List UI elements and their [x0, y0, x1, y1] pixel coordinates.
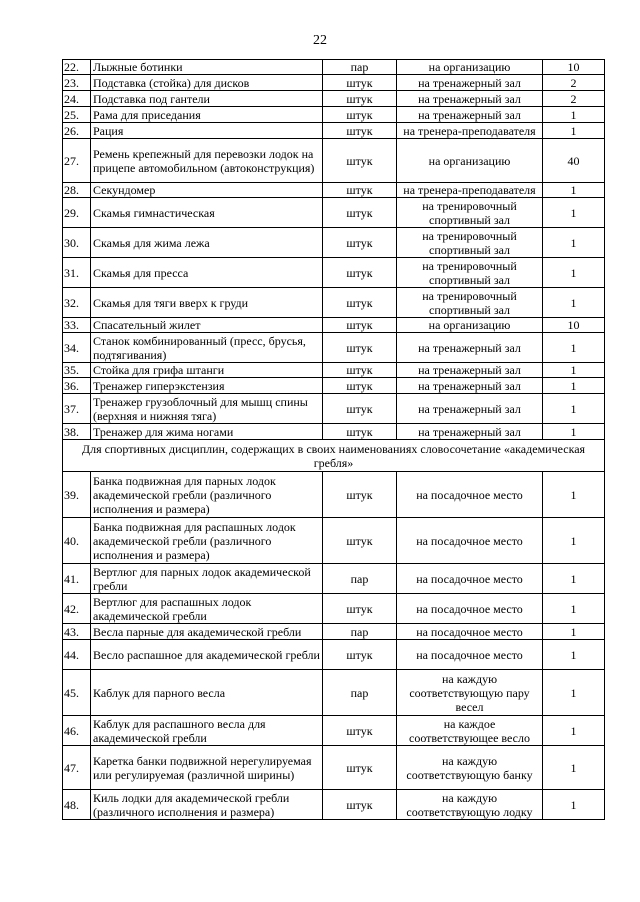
item-unit: штук: [323, 594, 397, 624]
item-quantity: 1: [543, 378, 605, 394]
item-calculation-unit: на посадочное место: [397, 624, 543, 640]
item-calculation-unit: на каждую соответствующую банку: [397, 746, 543, 790]
item-quantity: 1: [543, 790, 605, 820]
item-number: 30.: [63, 228, 91, 258]
item-calculation-unit: на тренировочный спортивный зал: [397, 258, 543, 288]
item-name: Тренажер для жима ногами: [91, 424, 323, 440]
item-quantity: 1: [543, 363, 605, 378]
item-quantity: 10: [543, 318, 605, 333]
item-calculation-unit: на тренажерный зал: [397, 333, 543, 363]
item-name: Весло распашное для академической гребли: [91, 640, 323, 670]
table-row: [63, 107, 605, 123]
item-number: 40.: [63, 518, 91, 564]
table-row: [63, 139, 605, 183]
table-row: [63, 318, 605, 333]
item-unit: пар: [323, 624, 397, 640]
item-name: Каретка банки подвижной нерегулируемая или регулируемая (различной ширины): [91, 746, 323, 790]
item-unit: пар: [323, 564, 397, 594]
item-calculation-unit: на каждое соответствующее весло: [397, 716, 543, 746]
table-row: [63, 564, 605, 594]
item-name: Подставка под гантели: [91, 91, 323, 107]
item-name: Тренажер грузоблочный для мышц спины (верхняя и нижняя тяга): [91, 394, 323, 424]
item-calculation-unit: на тренера-преподавателя: [397, 183, 543, 198]
item-number: 32.: [63, 288, 91, 318]
table-row: [63, 640, 605, 670]
item-unit: штук: [323, 640, 397, 670]
item-calculation-unit: на посадочное место: [397, 472, 543, 518]
table-row: [63, 363, 605, 378]
table-row: [63, 424, 605, 440]
item-name: Тренажер гиперэкстензия: [91, 378, 323, 394]
item-name: Секундомер: [91, 183, 323, 198]
item-unit: штук: [323, 518, 397, 564]
table-row: [63, 394, 605, 424]
table-row: [63, 288, 605, 318]
item-name: Вертлюг для парных лодок академической гребли: [91, 564, 323, 594]
item-name: Подставка (стойка) для дисков: [91, 75, 323, 91]
item-unit: пар: [323, 670, 397, 716]
item-quantity: 1: [543, 198, 605, 228]
table-row: [63, 594, 605, 624]
item-number: 26.: [63, 123, 91, 139]
item-unit: пар: [323, 60, 397, 75]
item-quantity: 1: [543, 228, 605, 258]
item-number: 48.: [63, 790, 91, 820]
item-number: 46.: [63, 716, 91, 746]
item-calculation-unit: на тренировочный спортивный зал: [397, 198, 543, 228]
item-name: Ремень крепежный для перевозки лодок на прицепе автомобильном (автоконструкция): [91, 139, 323, 183]
item-number: 24.: [63, 91, 91, 107]
item-unit: штук: [323, 107, 397, 123]
item-unit: штук: [323, 258, 397, 288]
item-calculation-unit: на тренажерный зал: [397, 363, 543, 378]
item-unit: штук: [323, 183, 397, 198]
item-quantity: 1: [543, 258, 605, 288]
item-unit: штук: [323, 228, 397, 258]
item-unit: штук: [323, 91, 397, 107]
page-number: 22: [313, 33, 327, 48]
item-calculation-unit: на каждую соответствующую пару весел: [397, 670, 543, 716]
equipment-table: [62, 59, 605, 820]
item-quantity: 40: [543, 139, 605, 183]
item-calculation-unit: на посадочное место: [397, 564, 543, 594]
table-row: [63, 472, 605, 518]
item-unit: штук: [323, 424, 397, 440]
table-row: [63, 790, 605, 820]
item-number: 27.: [63, 139, 91, 183]
item-name: Весла парные для академической гребли: [91, 624, 323, 640]
table-row: [63, 670, 605, 716]
table-row: [63, 123, 605, 139]
item-name: Рация: [91, 123, 323, 139]
item-name: Скамья для тяги вверх к груди: [91, 288, 323, 318]
item-number: 37.: [63, 394, 91, 424]
item-calculation-unit: на посадочное место: [397, 640, 543, 670]
table-row: [63, 183, 605, 198]
item-calculation-unit: на тренажерный зал: [397, 107, 543, 123]
item-name: Вертлюг для распашных лодок академической гребли: [91, 594, 323, 624]
table-row: [63, 198, 605, 228]
item-unit: штук: [323, 363, 397, 378]
item-name: Каблук для распашного весла для академической гребли: [91, 716, 323, 746]
table-row: [63, 258, 605, 288]
table-row: [63, 91, 605, 107]
table-row: [63, 746, 605, 790]
item-unit: штук: [323, 318, 397, 333]
item-quantity: 1: [543, 624, 605, 640]
item-number: 22.: [63, 60, 91, 75]
section-row: [63, 440, 605, 472]
table-row: [63, 518, 605, 564]
item-unit: штук: [323, 790, 397, 820]
item-number: 31.: [63, 258, 91, 288]
item-calculation-unit: на тренажерный зал: [397, 378, 543, 394]
item-calculation-unit: на посадочное место: [397, 594, 543, 624]
item-name: Банка подвижная для распашных лодок академической гребли (различного исполнения и размера): [91, 518, 323, 564]
item-unit: штук: [323, 198, 397, 228]
item-number: 36.: [63, 378, 91, 394]
item-name: Спасательный жилет: [91, 318, 323, 333]
item-unit: штук: [323, 746, 397, 790]
item-quantity: 1: [543, 472, 605, 518]
item-calculation-unit: на тренировочный спортивный зал: [397, 288, 543, 318]
item-name: Скамья для пресса: [91, 258, 323, 288]
item-number: 38.: [63, 424, 91, 440]
item-name: Скамья гимнастическая: [91, 198, 323, 228]
item-number: 25.: [63, 107, 91, 123]
item-calculation-unit: на организацию: [397, 60, 543, 75]
item-calculation-unit: на тренера-преподавателя: [397, 123, 543, 139]
item-number: 33.: [63, 318, 91, 333]
item-calculation-unit: на каждую соответствующую лодку: [397, 790, 543, 820]
item-quantity: 1: [543, 288, 605, 318]
item-unit: штук: [323, 716, 397, 746]
item-quantity: 1: [543, 564, 605, 594]
item-number: 42.: [63, 594, 91, 624]
item-quantity: 2: [543, 75, 605, 91]
item-quantity: 1: [543, 746, 605, 790]
item-calculation-unit: на тренажерный зал: [397, 424, 543, 440]
item-unit: штук: [323, 288, 397, 318]
item-name: Рама для приседания: [91, 107, 323, 123]
item-quantity: 1: [543, 594, 605, 624]
item-number: 44.: [63, 640, 91, 670]
item-name: Каблук для парного весла: [91, 670, 323, 716]
item-number: 35.: [63, 363, 91, 378]
item-quantity: 2: [543, 91, 605, 107]
item-quantity: 1: [543, 670, 605, 716]
item-calculation-unit: на тренажерный зал: [397, 394, 543, 424]
item-name: Стойка для грифа штанги: [91, 363, 323, 378]
item-quantity: 1: [543, 716, 605, 746]
item-calculation-unit: на тренажерный зал: [397, 91, 543, 107]
table-row: [63, 378, 605, 394]
table-row: [63, 333, 605, 363]
item-number: 45.: [63, 670, 91, 716]
item-number: 43.: [63, 624, 91, 640]
item-calculation-unit: на тренажерный зал: [397, 75, 543, 91]
item-calculation-unit: на посадочное место: [397, 518, 543, 564]
item-name: Банка подвижная для парных лодок академической гребли (различного исполнения и размера): [91, 472, 323, 518]
item-unit: штук: [323, 394, 397, 424]
item-calculation-unit: на организацию: [397, 139, 543, 183]
item-unit: штук: [323, 378, 397, 394]
table-row: [63, 716, 605, 746]
item-number: 29.: [63, 198, 91, 228]
item-quantity: 1: [543, 107, 605, 123]
item-unit: штук: [323, 139, 397, 183]
item-name: Станок комбинированный (пресс, брусья, подтягивания): [91, 333, 323, 363]
item-quantity: 1: [543, 394, 605, 424]
table-row: [63, 624, 605, 640]
table-row: [63, 60, 605, 75]
item-unit: штук: [323, 333, 397, 363]
item-quantity: 1: [543, 333, 605, 363]
item-number: 47.: [63, 746, 91, 790]
item-number: 28.: [63, 183, 91, 198]
item-calculation-unit: на тренировочный спортивный зал: [397, 228, 543, 258]
table-row: [63, 228, 605, 258]
item-quantity: 1: [543, 640, 605, 670]
item-number: 39.: [63, 472, 91, 518]
item-quantity: 1: [543, 518, 605, 564]
item-unit: штук: [323, 75, 397, 91]
item-calculation-unit: на организацию: [397, 318, 543, 333]
section-title: Для спортивных дисциплин, содержащих в своих наименованиях словосочетание «академическая гребля»: [63, 440, 605, 472]
item-quantity: 1: [543, 123, 605, 139]
item-quantity: 10: [543, 60, 605, 75]
item-name: Киль лодки для академической гребли (различного исполнения и размера): [91, 790, 323, 820]
item-quantity: 1: [543, 183, 605, 198]
item-unit: штук: [323, 472, 397, 518]
item-unit: штук: [323, 123, 397, 139]
item-number: 23.: [63, 75, 91, 91]
item-name: Скамья для жима лежа: [91, 228, 323, 258]
item-name: Лыжные ботинки: [91, 60, 323, 75]
table-row: [63, 75, 605, 91]
item-number: 34.: [63, 333, 91, 363]
item-quantity: 1: [543, 424, 605, 440]
item-number: 41.: [63, 564, 91, 594]
